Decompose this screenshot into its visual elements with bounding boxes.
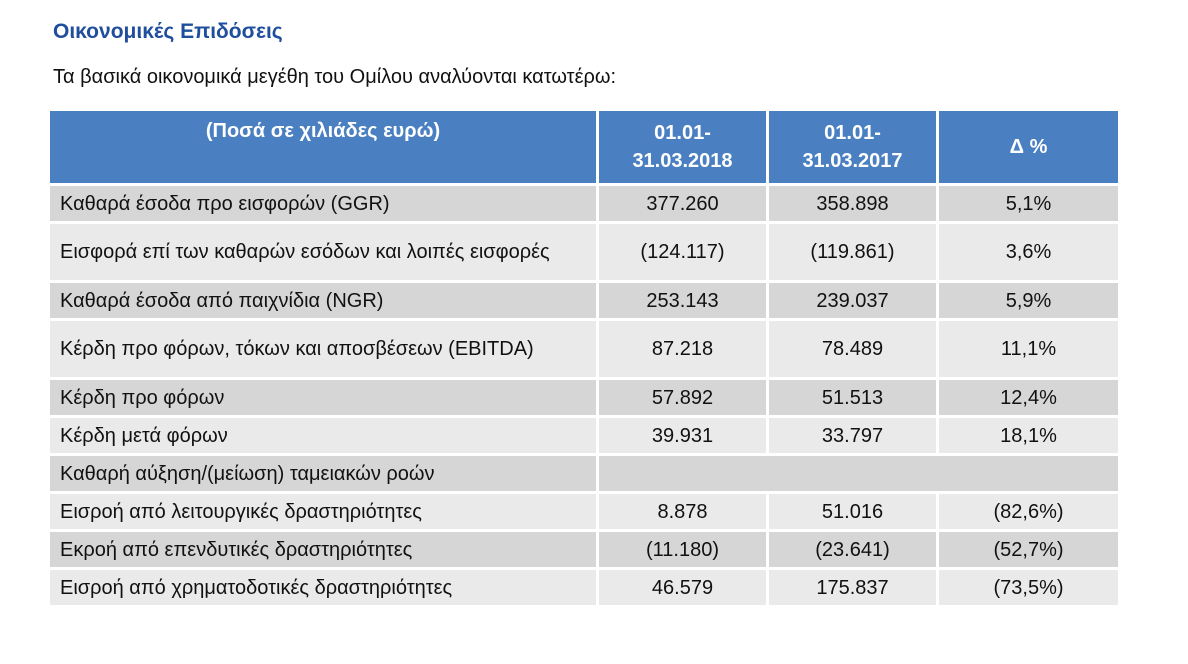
value-2017: 358.898 — [769, 186, 936, 221]
table-row — [50, 380, 1118, 415]
value-2018: (124.117) — [599, 224, 766, 280]
value-delta: (73,5%) — [939, 570, 1118, 605]
value-2017: 239.037 — [769, 283, 936, 318]
value-2017: 51.016 — [769, 494, 936, 529]
intro-text: Τα βασικά οικονομικά μεγέθη του Ομίλου αναλύονται κατωτέρω: — [53, 66, 617, 88]
value-delta: 18,1% — [939, 418, 1118, 453]
value-2018: 253.143 — [599, 283, 766, 318]
value-2018: 46.579 — [599, 570, 766, 605]
row-label: Καθαρά έσοδα προ εισφορών (GGR) — [50, 186, 596, 221]
table-row — [50, 494, 1118, 529]
row-label: Εκροή από επενδυτικές δραστηριότητες — [50, 532, 596, 567]
value-2017: 175.837 — [769, 570, 936, 605]
financial-table — [47, 108, 1121, 608]
header-2017-line1: 01.01- — [824, 122, 881, 144]
value-2018: 87.218 — [599, 321, 766, 377]
value-2017: 51.513 — [769, 380, 936, 415]
section-label: Καθαρή αύξηση/(μείωση) ταμειακών ροών — [50, 456, 596, 491]
value-delta: (82,6%) — [939, 494, 1118, 529]
value-delta: 5,9% — [939, 283, 1118, 318]
value-2018: 57.892 — [599, 380, 766, 415]
header-2017-line2: 31.03.2017 — [802, 150, 903, 172]
value-2017: 33.797 — [769, 418, 936, 453]
header-2018-line2: 31.03.2018 — [632, 150, 733, 172]
value-delta: (52,7%) — [939, 532, 1118, 567]
value-2017: (119.861) — [769, 224, 936, 280]
table-row — [50, 532, 1118, 567]
value-2017: (23.641) — [769, 532, 936, 567]
header-label: (Ποσά σε χιλιάδες ευρώ) — [50, 111, 596, 183]
header-2018-line1: 01.01- — [654, 122, 711, 144]
value-2018: (11.180) — [599, 532, 766, 567]
table-header-row — [50, 111, 1118, 183]
value-2018: 8.878 — [599, 494, 766, 529]
header-2018 — [599, 111, 766, 183]
value-2018: 39.931 — [599, 418, 766, 453]
header-delta: Δ % — [939, 111, 1118, 183]
table-row-section — [50, 456, 1118, 491]
row-label: Εισφορά επί των καθαρών εσόδων και λοιπές εισφορές — [50, 224, 596, 280]
table-row — [50, 224, 1118, 280]
table-row — [50, 570, 1118, 605]
row-label: Κέρδη προ φόρων, τόκων και αποσβέσεων (EBITDA) — [50, 321, 596, 377]
row-label: Εισροή από λειτουργικές δραστηριότητες — [50, 494, 596, 529]
value-2017: 78.489 — [769, 321, 936, 377]
table-row — [50, 418, 1118, 453]
row-label: Εισροή από χρηματοδοτικές δραστηριότητες — [50, 570, 596, 605]
value-delta: 12,4% — [939, 380, 1118, 415]
row-label: Κέρδη μετά φόρων — [50, 418, 596, 453]
section-heading: Οικονομικές Επιδόσεις — [53, 20, 283, 43]
table-row — [50, 186, 1118, 221]
value-delta: 3,6% — [939, 224, 1118, 280]
table-row — [50, 321, 1118, 377]
value-2018: 377.260 — [599, 186, 766, 221]
empty-cell — [599, 456, 1118, 491]
value-delta: 5,1% — [939, 186, 1118, 221]
value-delta: 11,1% — [939, 321, 1118, 377]
row-label: Καθαρά έσοδα από παιχνίδια (NGR) — [50, 283, 596, 318]
row-label: Κέρδη προ φόρων — [50, 380, 596, 415]
header-2017 — [769, 111, 936, 183]
table-row — [50, 283, 1118, 318]
